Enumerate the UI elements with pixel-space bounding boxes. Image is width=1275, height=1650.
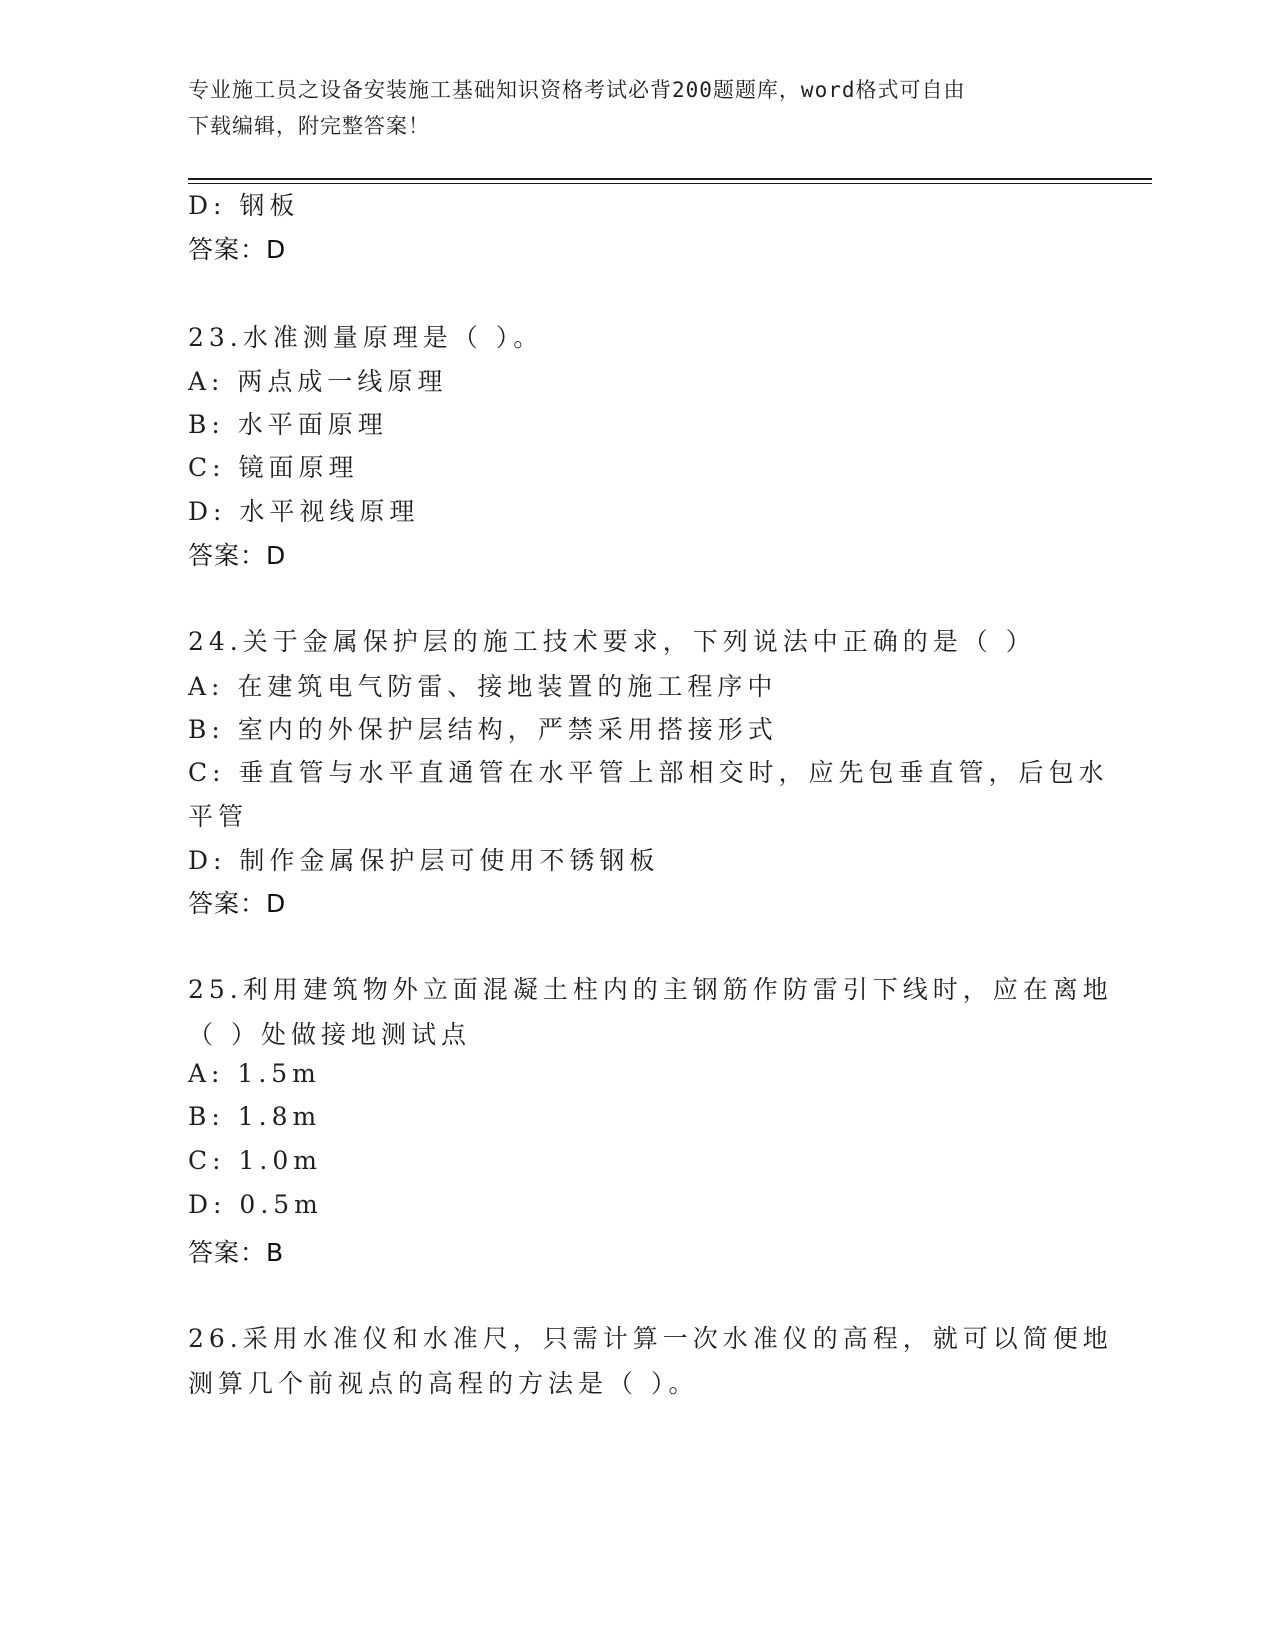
document-header <box>188 72 1068 144</box>
q25-stem-line-1: 25.利用建筑物外立面混凝土柱内的主钢筋作防雷引下线时，应在离地 <box>188 975 1113 1004</box>
header-title-line-1: 专业施工员之设备安装施工基础知识资格考试必背200题题库，word格式可自由 <box>188 78 966 102</box>
q25-option-c: C: 1.0m <box>188 1146 322 1175</box>
q23-option-a: A: 两点成一线原理 <box>188 367 448 396</box>
q25-option-b: B: 1.8m <box>188 1102 322 1131</box>
q23-option-d: D: 水平视线原理 <box>188 497 420 526</box>
q26-stem-line-2: 测算几个前视点的高程的方法是（ ）。 <box>188 1369 699 1398</box>
q24-stem: 24.关于金属保护层的施工技术要求，下列说法中正确的是（ ） <box>188 627 1036 656</box>
q23-option-c: C: 镜面原理 <box>188 453 359 482</box>
q24-option-b: B: 室内的外保护层结构，严禁采用搭接形式 <box>188 715 778 744</box>
q23-answer: 答案：D <box>188 541 287 570</box>
q24-option-c-line-2: 平管 <box>188 802 249 831</box>
header-divider-thin <box>188 183 1152 184</box>
header-divider-thick <box>188 178 1152 180</box>
q23-stem: 23.水准测量原理是（ ）。 <box>188 323 544 352</box>
q23-option-b: B: 水平面原理 <box>188 410 388 439</box>
q25-option-d: D: 0.5m <box>188 1190 323 1219</box>
header-title-line-2: 下载编辑，附完整答案！ <box>188 114 430 138</box>
q25-option-a: A: 1.5m <box>188 1059 321 1088</box>
q25-stem-line-2: （ ）处做接地测试点 <box>188 1020 471 1049</box>
q26-stem-line-1: 26.采用水准仪和水准尺，只需计算一次水准仪的高程，就可以简便地 <box>188 1324 1113 1353</box>
q25-answer: 答案：B <box>188 1238 285 1267</box>
prev-answer: 答案：D <box>188 235 287 264</box>
prev-option-d: D: 钢板 <box>188 191 300 220</box>
q24-option-d: D: 制作金属保护层可使用不锈钢板 <box>188 846 660 875</box>
q24-option-a: A: 在建筑电气防雷、接地装置的施工程序中 <box>188 672 778 701</box>
q24-answer: 答案：D <box>188 889 287 918</box>
q24-option-c-line-1: C: 垂直管与水平直通管在水平管上部相交时，应先包垂直管，后包水 <box>188 758 1109 787</box>
